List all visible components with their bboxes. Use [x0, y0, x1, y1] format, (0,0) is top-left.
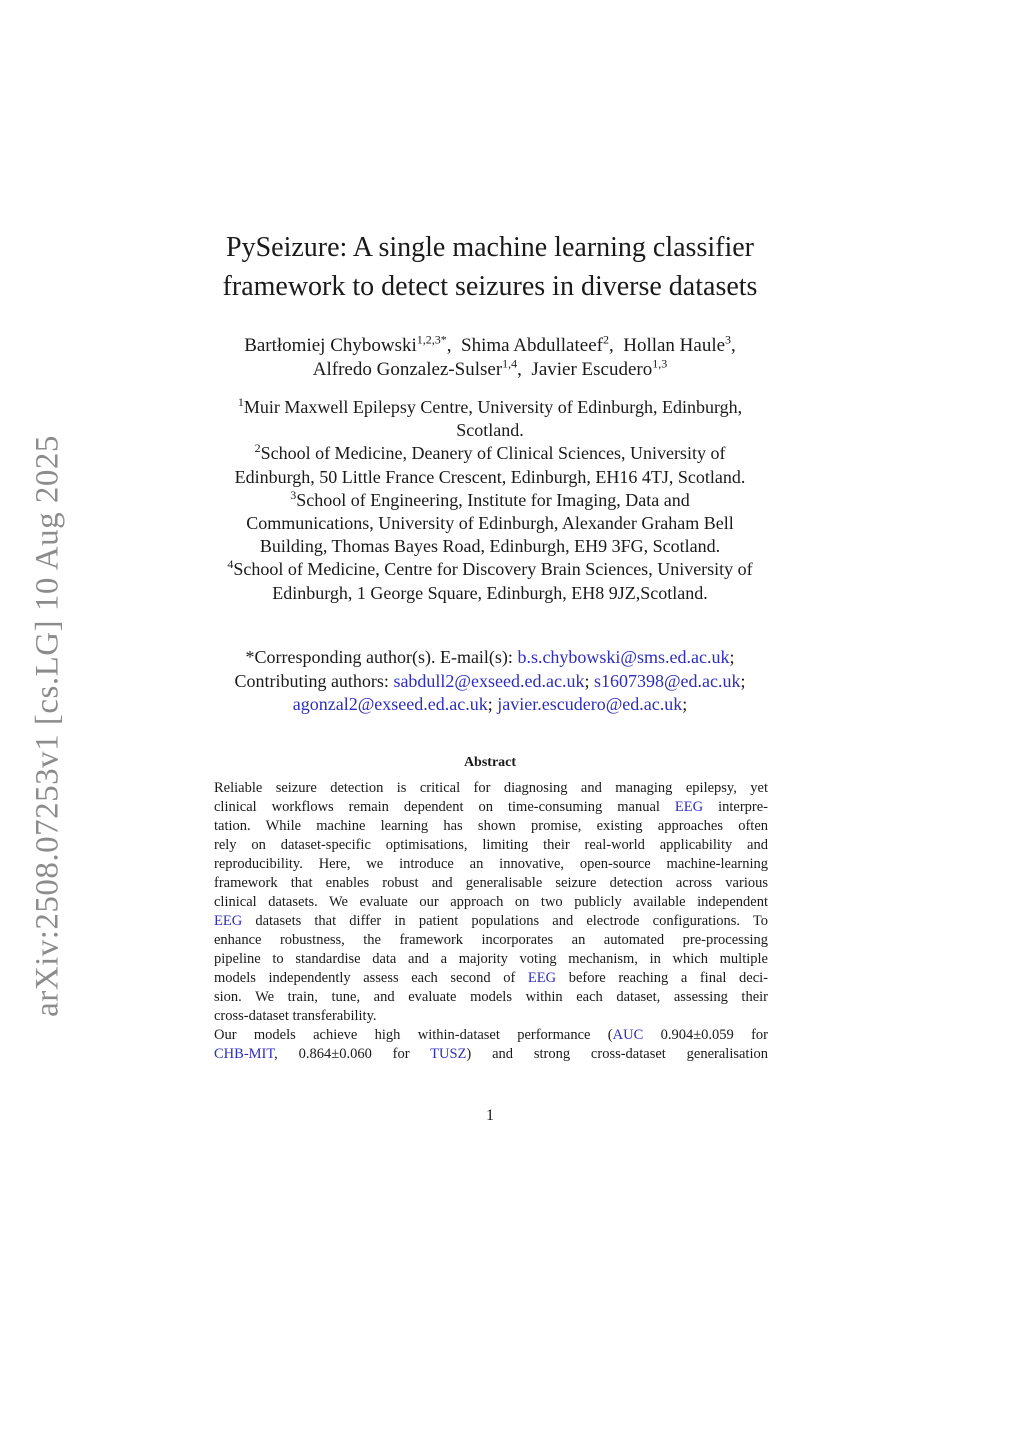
corresponding-label: *Corresponding author(s). E-mail(s):: [245, 647, 513, 667]
affiliation-number: 4: [227, 557, 234, 572]
auc-acronym-link[interactable]: AUC: [612, 1027, 644, 1043]
affiliation-1-line-2: Scotland.: [456, 420, 524, 441]
author-name: Hollan Haule: [623, 335, 726, 356]
abstract-line: [214, 1045, 768, 1064]
email-separator: ;: [682, 694, 688, 714]
author-name: Javier Escudero: [531, 359, 653, 380]
abstract-line: tation. While machine learning has shown promise, existing approaches often: [214, 818, 768, 834]
affiliation-text: Muir Maxwell Epilepsy Centre, University of Edinburgh, Edinburgh,: [243, 397, 743, 417]
eeg-acronym-link[interactable]: EEG: [527, 970, 557, 986]
tusz-acronym-link[interactable]: TUSZ: [430, 1046, 467, 1062]
abstract-line: [214, 912, 768, 931]
chb-mit-acronym-link[interactable]: CHB-MIT: [214, 1046, 275, 1062]
abstract-line: pipeline to standardise data and a majority voting mechanism, in which multiple: [214, 951, 768, 967]
affiliation-number: 1: [237, 395, 244, 409]
arxiv-identifier-stamp: arXiv:2508.07253v1 [cs.LG] 10 Aug 2025: [29, 435, 66, 1017]
abstract-text: ) and strong cross-dataset generalisation: [466, 1046, 768, 1062]
affiliation-number: 3: [290, 487, 297, 502]
contributing-label: Contributing authors:: [234, 670, 389, 691]
abstract-line: [214, 798, 768, 817]
email-separator: ;: [487, 694, 493, 714]
contributing-email-link[interactable]: sabdull2@exseed.ed.ac.uk: [393, 670, 585, 691]
affiliation-number: 2: [254, 441, 261, 456]
abstract-text: Our models achieve high within-dataset performance (: [214, 1027, 613, 1043]
email-separator: ;: [729, 647, 735, 667]
abstract-line: reproducibility. Here, we introduce an innovative, open-source machine-learning: [214, 856, 768, 872]
contributing-email-link[interactable]: s1607398@ed.ac.uk: [593, 670, 741, 691]
author-separator: ,: [608, 335, 624, 356]
author-affiliation-mark: 1,4: [502, 356, 518, 371]
abstract-line: Reliable seizure detection is critical for diagnosing and managing epilepsy, yet: [214, 780, 768, 796]
abstract-line: framework that enables robust and generalisable seizure detection across various: [214, 875, 768, 891]
title-line-2: framework to detect seizures in diverse datasets: [222, 271, 758, 302]
corresponding-author-line: [180, 646, 800, 670]
author-affiliation-mark: 1,3: [652, 356, 668, 371]
author-name: Bartłomiej Chybowski: [244, 335, 417, 356]
abstract-line: cross-dataset transferability.: [214, 1008, 377, 1024]
abstract-text: 0.904±0.059 for: [660, 1027, 769, 1043]
abstract-line: sion. We train, tune, and evaluate models within each dataset, assessing their: [214, 989, 768, 1005]
author-affiliation-mark: 2: [602, 332, 609, 347]
affiliation-list: [180, 396, 800, 605]
author-affiliation-mark: 3: [725, 332, 732, 347]
contributing-authors-line-2: [180, 693, 800, 717]
author-list: [180, 334, 800, 382]
email-separator: ;: [740, 670, 746, 691]
contributing-email-link[interactable]: javier.escudero@ed.ac.uk: [497, 694, 683, 714]
affiliation-2-line-2: Edinburgh, 50 Little France Crescent, Edinburgh, EH16 4TJ, Scotland.: [234, 466, 746, 487]
page-number: 1: [486, 1107, 494, 1124]
contact-emails: [180, 646, 800, 717]
abstract-body: [214, 779, 768, 1064]
affiliation-1-line-1: [180, 396, 800, 419]
abstract-heading: Abstract: [463, 755, 517, 770]
affiliation-4-line-1: [180, 558, 800, 581]
affiliation-text: School of Medicine, Centre for Discovery Brain Sciences, University of: [233, 559, 753, 580]
abstract-line: rely on dataset-specific optimisations, limiting their real-world applicability and: [214, 837, 768, 853]
abstract-text: before reaching a final deci-: [568, 970, 768, 986]
abstract-text: datasets that differ in patient populations and electrode configurations. To: [255, 913, 768, 929]
contributing-authors-line: [180, 670, 800, 694]
author-name: Alfredo Gonzalez-Sulser: [312, 359, 503, 380]
abstract-line: enhance robustness, the framework incorporates an automated pre-processing: [214, 932, 768, 948]
author-affiliation-mark: 1,2,3*: [416, 332, 447, 347]
title-line-1: PySeizure: A single machine learning classifier: [226, 232, 754, 263]
abstract-text: , 0.864±0.060 for: [274, 1046, 410, 1062]
affiliation-2-line-1: [180, 442, 800, 465]
email-separator: ;: [584, 670, 590, 691]
eeg-acronym-link[interactable]: EEG: [674, 799, 704, 815]
affiliation-3-line-1: [180, 489, 800, 512]
abstract-text: models independently assess each second of: [214, 970, 516, 986]
affiliation-3-line-2: Communications, University of Edinburgh, Alexander Graham Bell: [246, 513, 734, 534]
author-line-1: [180, 334, 800, 358]
author-separator: ,: [731, 335, 736, 356]
author-separator: ,: [517, 359, 532, 380]
author-line-2: [180, 358, 800, 382]
eeg-acronym-link[interactable]: EEG: [214, 913, 243, 929]
abstract-line: [214, 969, 768, 988]
author-separator: ,: [446, 335, 462, 356]
affiliation-3-line-3: Building, Thomas Bayes Road, Edinburgh, EH9 3FG, Scotland.: [259, 536, 721, 557]
affiliation-text: School of Medicine, Deanery of Clinical Sciences, University of: [260, 443, 726, 464]
corresponding-email-link[interactable]: b.s.chybowski@sms.ed.ac.uk: [517, 647, 730, 667]
abstract-line: [214, 1026, 768, 1045]
affiliation-4-line-2: Edinburgh, 1 George Square, Edinburgh, EH8 9JZ,Scotland.: [272, 582, 708, 603]
abstract-text: interpre-: [718, 799, 769, 815]
contributing-email-link[interactable]: agonzal2@exseed.ed.ac.uk: [292, 694, 488, 714]
affiliation-text: School of Engineering, Institute for Imaging, Data and: [296, 489, 690, 510]
abstract-text: clinical workflows remain dependent on time-consuming manual: [214, 799, 660, 815]
paper-title: [180, 228, 800, 306]
abstract-line: clinical datasets. We evaluate our approach on two publicly available independent: [214, 894, 768, 910]
author-name: Shima Abdullateef: [461, 335, 603, 356]
